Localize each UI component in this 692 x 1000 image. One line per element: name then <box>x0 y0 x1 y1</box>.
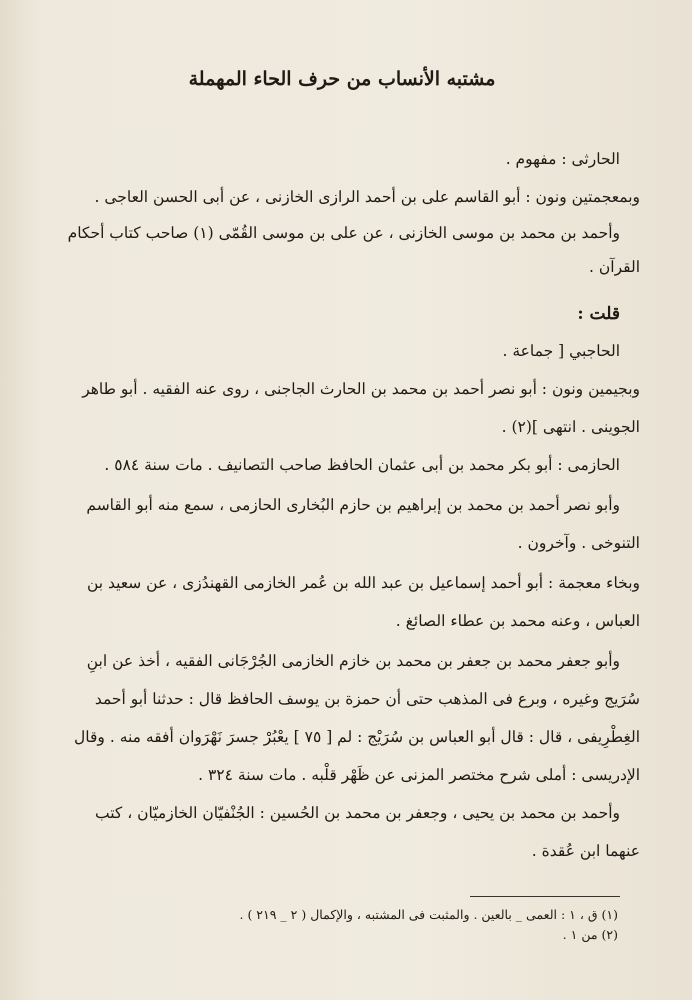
entry-line-4: القرآن . <box>589 258 640 276</box>
body-line-12: الإدريسى : أملى شرح مختصر المزنى عن ظَهْر قلْبه . مات سنة ٣٢٤ . <box>198 766 640 784</box>
body-line-2: وبجيمين ونون : أبو نصر أحمد بن محمد بن الحارث الجاجنى ، روى عنه الفقيه . أبو طاهر <box>82 380 640 398</box>
body-line-13: وأحمد بن محمد بن يحيى ، وجعفر بن محمد بن الحُسين : الجُنْفيّان الخازميّان ، كتب <box>95 804 620 822</box>
body-line-11: الغِطْرِيفى ، قال : قال أبو العباس بن سُرَيْج : لم [ ٧٥ ] يعْبُرْ جسرَ نَهْرَوان أفقه منه . وقال <box>74 728 640 746</box>
body-line-8: العباس ، وعنه محمد بن عطاء الصائغ . <box>395 612 640 630</box>
body-line-1: الحاجبي [ جماعة . <box>502 342 620 360</box>
footnote-1: (١) ق ، ١ : العمى _ بالعين . والمثبت فى المشتبه ، والإكمال ( ٢ _ ٢١٩ ) . <box>239 907 618 922</box>
body-line-4: الحازمى : أبو بكر محمد بن أبى عثمان الحافظ صاحب التصانيف . مات سنة ٥٨٤ . <box>104 456 620 474</box>
section-heading-qult: قلت : <box>577 304 620 324</box>
body-line-5: وأبو نصر أحمد بن محمد بن إبراهيم بن حازم البُخارى الحازمى ، سمع منه أبو القاسم <box>86 496 620 514</box>
body-line-10: سُرَيج وغيره ، وبرع فى المذهب حتى أن حمزة بن يوسف الحافظ قال : حدثنا أبو أحمد <box>94 690 640 708</box>
body-line-6: التنوخى . وآخرون . <box>517 534 640 552</box>
body-line-14: عنهما ابن عُقدة . <box>531 842 640 860</box>
entry-line-1: الحارثى : مفهوم . <box>505 150 620 168</box>
body-line-7: وبخاء معجمة : أبو أحمد إسماعيل بن عبد الله بن عُمر الخازمى القهندُزى ، عن سعيد بن <box>86 574 640 592</box>
page-title: مشتبه الأنساب من حرف الحاء المهملة <box>188 68 496 90</box>
body-line-9: وأبو جعفر محمد بن جعفر بن محمد بن خازم الخازمى الجُرْجَانى الفقيه ، أخذ عن ابنِ <box>86 652 620 670</box>
entry-line-2: وبمعجمتين ونون : أبو القاسم على بن أحمد الرازى الخازنى ، عن أبى الحسن العاجى . <box>94 188 640 206</box>
entry-line-3: وأحمد بن محمد بن موسى الخازنى ، عن على بن موسى القُمّى (١) صاحب كتاب أحكام <box>67 224 620 242</box>
footnote-2: (٢) من ١ . <box>562 927 618 942</box>
footnote-separator <box>470 896 620 897</box>
body-line-3: الجوينى . انتهى ](٢) . <box>501 418 640 436</box>
